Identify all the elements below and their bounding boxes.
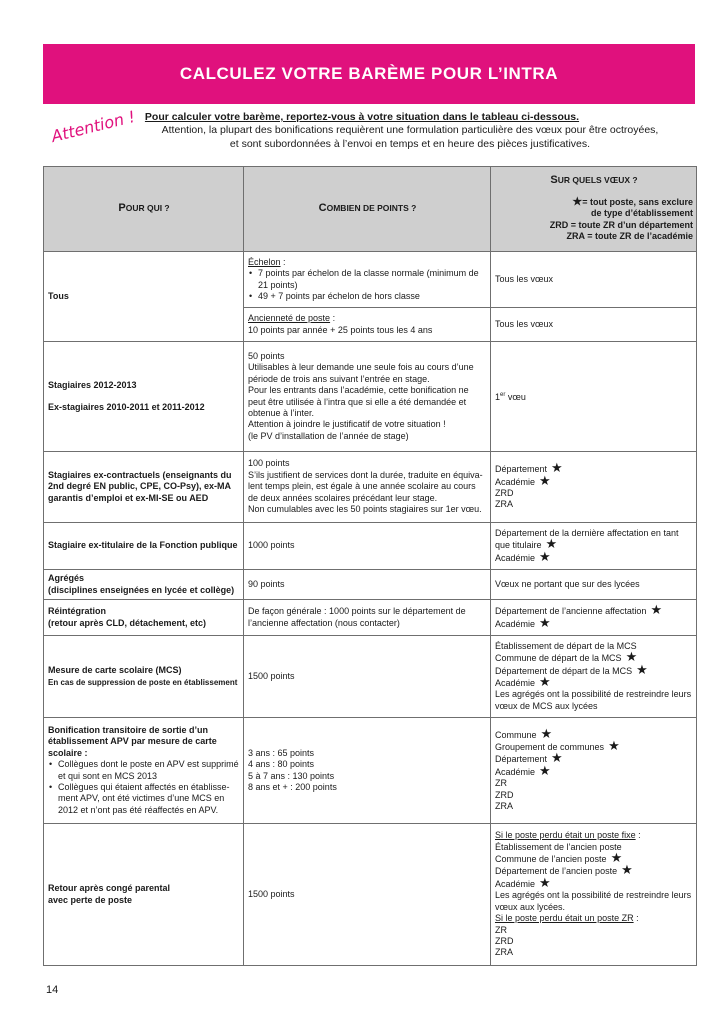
table-row-tous-echelon (44, 252, 697, 308)
header-pour-qui: POUR QUI ? (44, 167, 244, 252)
points-apv: 3 ans : 65 points 4 ans : 80 points 5 à 7 ans : 130 points 8 ans et + : 200 points (244, 718, 491, 824)
points-stagiaires: 50 points Utilisables à leur demande une seule fois au cours d’une période de trois ans suivant l’entrée en stage. Pour les entrants dans l’académie, cette bonification ne peut être utilisée à l’intra que si elle a été demandée et obtenue à l’inter. Attention à joindre le justificatif de votre situation ! (le PV d’installation de l’année de stage) (244, 342, 491, 452)
star-icon: ★ (621, 862, 633, 878)
intro-line-1: Attention, la plupart des bonifications requièrent une formulation particulière des vœux pour être octroyées, (161, 124, 659, 136)
bareme-table (43, 166, 697, 966)
star-icon: ★ (539, 472, 551, 488)
attention-note: Attention ! (49, 106, 138, 146)
table-row-apv (44, 718, 697, 824)
voeux-reintegration: Département de l’ancienne affectation ★ Académie ★ (491, 600, 697, 636)
voeux-stagiaires: 1er vœu (491, 342, 697, 452)
header-voeux: SUR QUELS VŒUX ? ★= tout poste, sans exclure de type d’établissement ZRD = toute ZR d’un département ZRA = toute ZR de l’académie (491, 167, 697, 252)
header-combien: COMBIEN DE POINTS ? (244, 167, 491, 252)
star-icon: ★ (539, 548, 551, 564)
points-parental: 1500 points (244, 824, 491, 966)
star-icon: ★ (539, 874, 551, 890)
intro-text (150, 124, 670, 151)
table-row-ex-titulaire (44, 523, 697, 570)
who-agreges: Agrégés (disciplines enseignées en lycée et collège) (44, 570, 244, 600)
page-title: CALCULEZ VOTRE BARÈME POUR L’INTRA (179, 64, 559, 83)
star-icon: ★ (545, 536, 558, 552)
table-row-parental (44, 824, 697, 966)
table-row-mcs (44, 636, 697, 718)
who-ex-titulaire: Stagiaire ex-titulaire de la Fonction publique (44, 523, 244, 570)
star-icon: ★ (650, 602, 663, 618)
star-icon: ★ (551, 460, 563, 476)
star-icon: ★ (539, 674, 551, 689)
who-parental: Retour après congé parental avec perte de poste (44, 824, 244, 966)
voeux-parental: Si le poste perdu était un poste fixe : Établissement de l’ancien poste Commune de l’ancien poste ★ Département de l’ancien poste ★ Académie ★ Les agrégés ont la possibilité de restreindre leurs vœux aux lycées. Si le poste perdu était un poste ZR : ZR ZRD ZRA (491, 824, 697, 966)
page-number: 14 (46, 984, 59, 996)
star-icon: ★ (539, 762, 551, 778)
voeux-apv: Commune ★ Groupement de communes ★ Département ★ Académie ★ ZR ZRD ZRA (491, 718, 697, 824)
who-stagiaires: Stagiaires 2012-2013 Ex-stagiaires 2010-2011 et 2011-2012 (44, 342, 244, 452)
table-row-agreges (44, 570, 697, 600)
table-row-reintegration (44, 600, 697, 636)
who-tous: Tous (44, 252, 244, 342)
star-icon: ★ (540, 725, 553, 741)
who-reintegration: Réintégration (retour après CLD, détachement, etc) (44, 600, 244, 636)
star-icon: ★ (625, 649, 638, 665)
points-anciennete: Ancienneté de poste : 10 points par année + 25 points tous les 4 ans (244, 308, 491, 342)
voeux-agreges: Vœux ne portant que sur des lycées (491, 570, 697, 600)
who-apv: Bonification transitoire de sortie d’un établissement APV par mesure de carte scolaire : • Collègues dont le poste en APV est supprimé et qui sont en MCS 2013 • Collègues qui étaient affectés en établisse-ment APV, ont été victimes d’une MCS en 2012 et n’ont pas été réaffectés en APV. (44, 718, 244, 824)
who-ex-contractuels: Stagiaires ex-contractuels (enseignants du 2nd degré EN public, CPE, CO-Psy), ex-MA garantis d’emploi et ex-MI-SE ou AED (44, 452, 244, 523)
points-reintegration: De façon générale : 1000 points sur le département de l’ancienne affectation (nous contacter) (244, 600, 491, 636)
voeux-echelon: Tous les vœux (491, 252, 697, 308)
title-banner (43, 44, 695, 104)
star-icon: ★ (636, 661, 648, 677)
intro-line-2: et sont subordonnées à l’envoi en temps et en heure des pièces justificatives. (229, 137, 591, 150)
star-icon: ★ (551, 750, 563, 766)
star-icon: ★ (539, 614, 551, 630)
table-row-stagiaires (44, 342, 697, 452)
star-icon: ★ (608, 737, 620, 753)
header-row (44, 167, 697, 252)
points-mcs: 1500 points (244, 636, 491, 718)
points-agreges: 90 points (244, 570, 491, 600)
intro-heading: Pour calculer votre barème, reportez-vous à votre situation dans le tableau ci-dessous. (144, 111, 580, 123)
voeux-anciennete: Tous les vœux (491, 308, 697, 342)
star-icon: ★ (610, 850, 623, 866)
voeux-ex-contractuels: Département ★ Académie ★ ZRD ZRA (491, 452, 697, 523)
points-ex-titulaire: 1000 points (244, 523, 491, 570)
voeux-mcs: Établissement de départ de la MCS Commune de départ de la MCS ★ Département de départ de la MCS ★ Académie ★ Les agrégés ont la possibilité de restreindre leurs vœux de MCS aux lycées (491, 636, 697, 718)
who-mcs: Mesure de carte scolaire (MCS) En cas de suppression de poste en établissement (44, 636, 244, 718)
star-icon: ★ (572, 195, 583, 208)
points-echelon: Échelon : • 7 points par échelon de la classe normale (minimum de 21 points) • 49 + 7 points par échelon de hors classe (244, 252, 491, 308)
points-ex-contractuels: 100 points S’ils justifient de services dont la durée, traduite en équiva-lent temps plein, est égale à une année scolaire au cours de deux années scolaires précédant leur stage. Non cumulables avec les 50 points stagiaires sur 1er vœu. (244, 452, 491, 523)
table-row-ex-contractuels (44, 452, 697, 523)
voeux-ex-titulaire: Département de la dernière affectation en tant que titulaire ★ Académie ★ (491, 523, 697, 570)
